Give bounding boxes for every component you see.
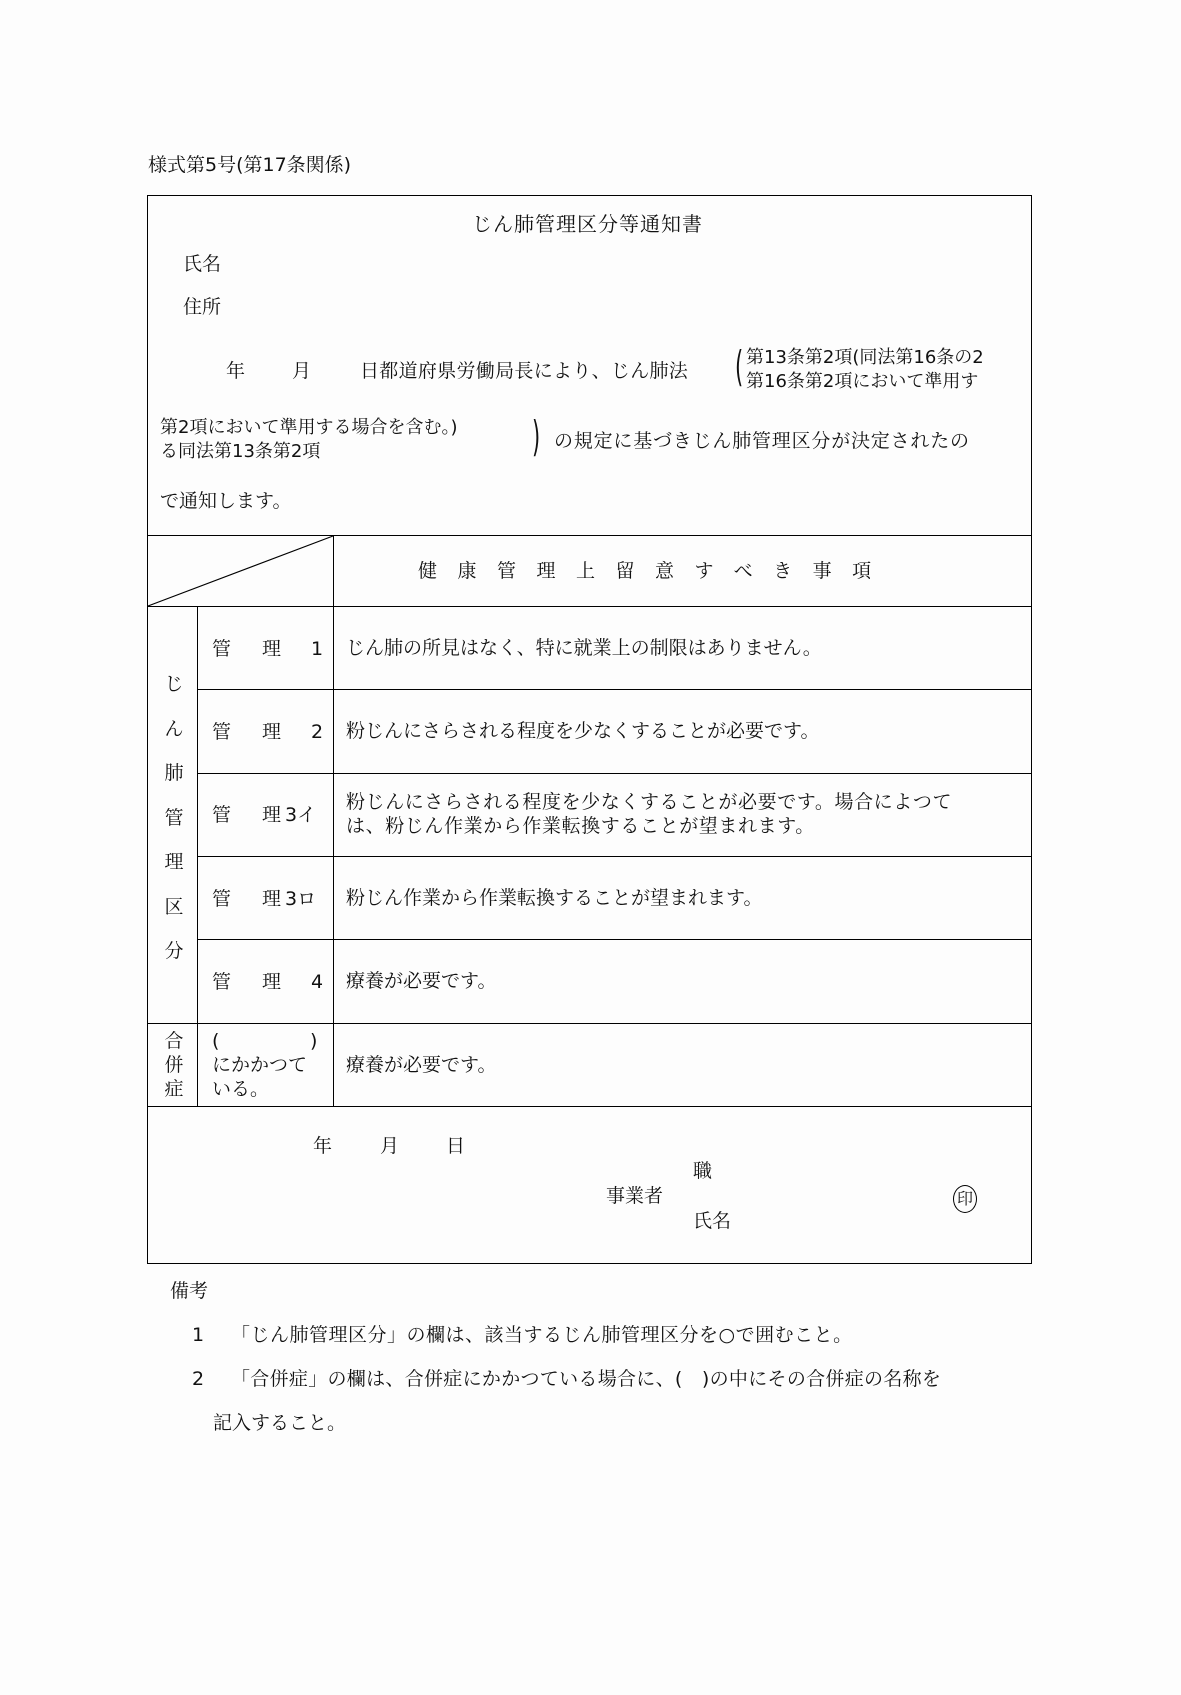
table-bottom-border	[147, 1106, 1032, 1107]
row-divider	[197, 689, 1032, 690]
remark-text: 「合併症」の欄は、合併症にかかつている場合に、( )の中にその合併症の名称を	[231, 1368, 942, 1390]
bracket-bottom-line1: 第2項において準用する場合を含む。)	[160, 417, 458, 438]
signer-name-label: 氏名	[693, 1210, 732, 1232]
table-row-text: じん肺の所見はなく、特に就業上の制限はありません。	[346, 637, 822, 659]
remark-text-continued: 記入すること。	[213, 1412, 347, 1434]
complication-condition: ( ) にかかつて いる。	[212, 1030, 318, 1100]
remark-number: 2	[192, 1368, 205, 1390]
sign-month-label: 月	[380, 1135, 400, 1157]
row-divider	[197, 939, 1032, 940]
complication-label-vertical: 合 併 症	[164, 1030, 184, 1100]
row-divider	[197, 773, 1032, 774]
year-label: 年	[226, 360, 246, 382]
bracket-bottom-line2: る同法第13条第2項	[160, 441, 321, 462]
table-header: 健康管理上留意すべき事項	[418, 560, 892, 582]
form-number: 様式第5号(第17条関係)	[148, 154, 352, 176]
complication-top-border	[147, 1023, 1032, 1024]
bracket-top-line1: 第13条第2項(同法第16条の2	[746, 347, 984, 368]
row-divider	[197, 856, 1032, 857]
table-row-text: 粉じん作業から作業転換することが望まれます。	[346, 887, 763, 909]
bracket-top-text	[746, 346, 984, 394]
employer-label: 事業者	[606, 1185, 664, 1207]
label-column-border	[333, 535, 334, 1106]
complication-paren-close: )	[310, 1030, 318, 1052]
complication-paren-open: (	[212, 1030, 220, 1052]
closing-text: で通知します。	[160, 490, 292, 512]
bracket-bottom-text	[160, 416, 457, 464]
bracket-top-line2: 第16条第2項において準用す	[746, 371, 979, 392]
table-row-text: 療養が必要です。	[346, 970, 497, 992]
open-bracket-top: (	[735, 342, 744, 391]
table-row-text: 粉じんにさらされる程度を少なくすることが必要です。	[346, 720, 820, 742]
document-title: じん肺管理区分等通知書	[472, 212, 703, 236]
authority-text: 日都道府県労働局長により、じん肺法	[360, 360, 689, 382]
name-label: 氏名	[183, 253, 222, 275]
remarks-heading: 備考	[170, 1280, 209, 1302]
table-row-text: 粉じんにさらされる程度を少なくすることが必要です。場合によつて は、粉じん作業から作業転換することが望まれます。	[346, 791, 953, 837]
regulation-text: の規定に基づきじん肺管理区分が決定されたの	[554, 430, 970, 452]
sign-day-label: 日	[446, 1135, 466, 1157]
remark-number: 1	[192, 1324, 205, 1346]
month-label: 月	[292, 360, 312, 382]
address-label: 住所	[183, 296, 222, 318]
remark-text: 「じん肺管理区分」の欄は、該当するじん肺管理区分を○で囲むこと。	[231, 1324, 853, 1346]
complication-text: 療養が必要です。	[346, 1054, 497, 1076]
group-label-vertical: じ ん 肺 管 理 区 分	[164, 673, 184, 962]
close-bracket-bottom: )	[532, 412, 541, 461]
seal-icon: 印	[953, 1185, 977, 1213]
sign-year-label: 年	[313, 1135, 333, 1157]
diagonal-header-cell	[147, 535, 334, 607]
position-label: 職	[693, 1160, 713, 1182]
